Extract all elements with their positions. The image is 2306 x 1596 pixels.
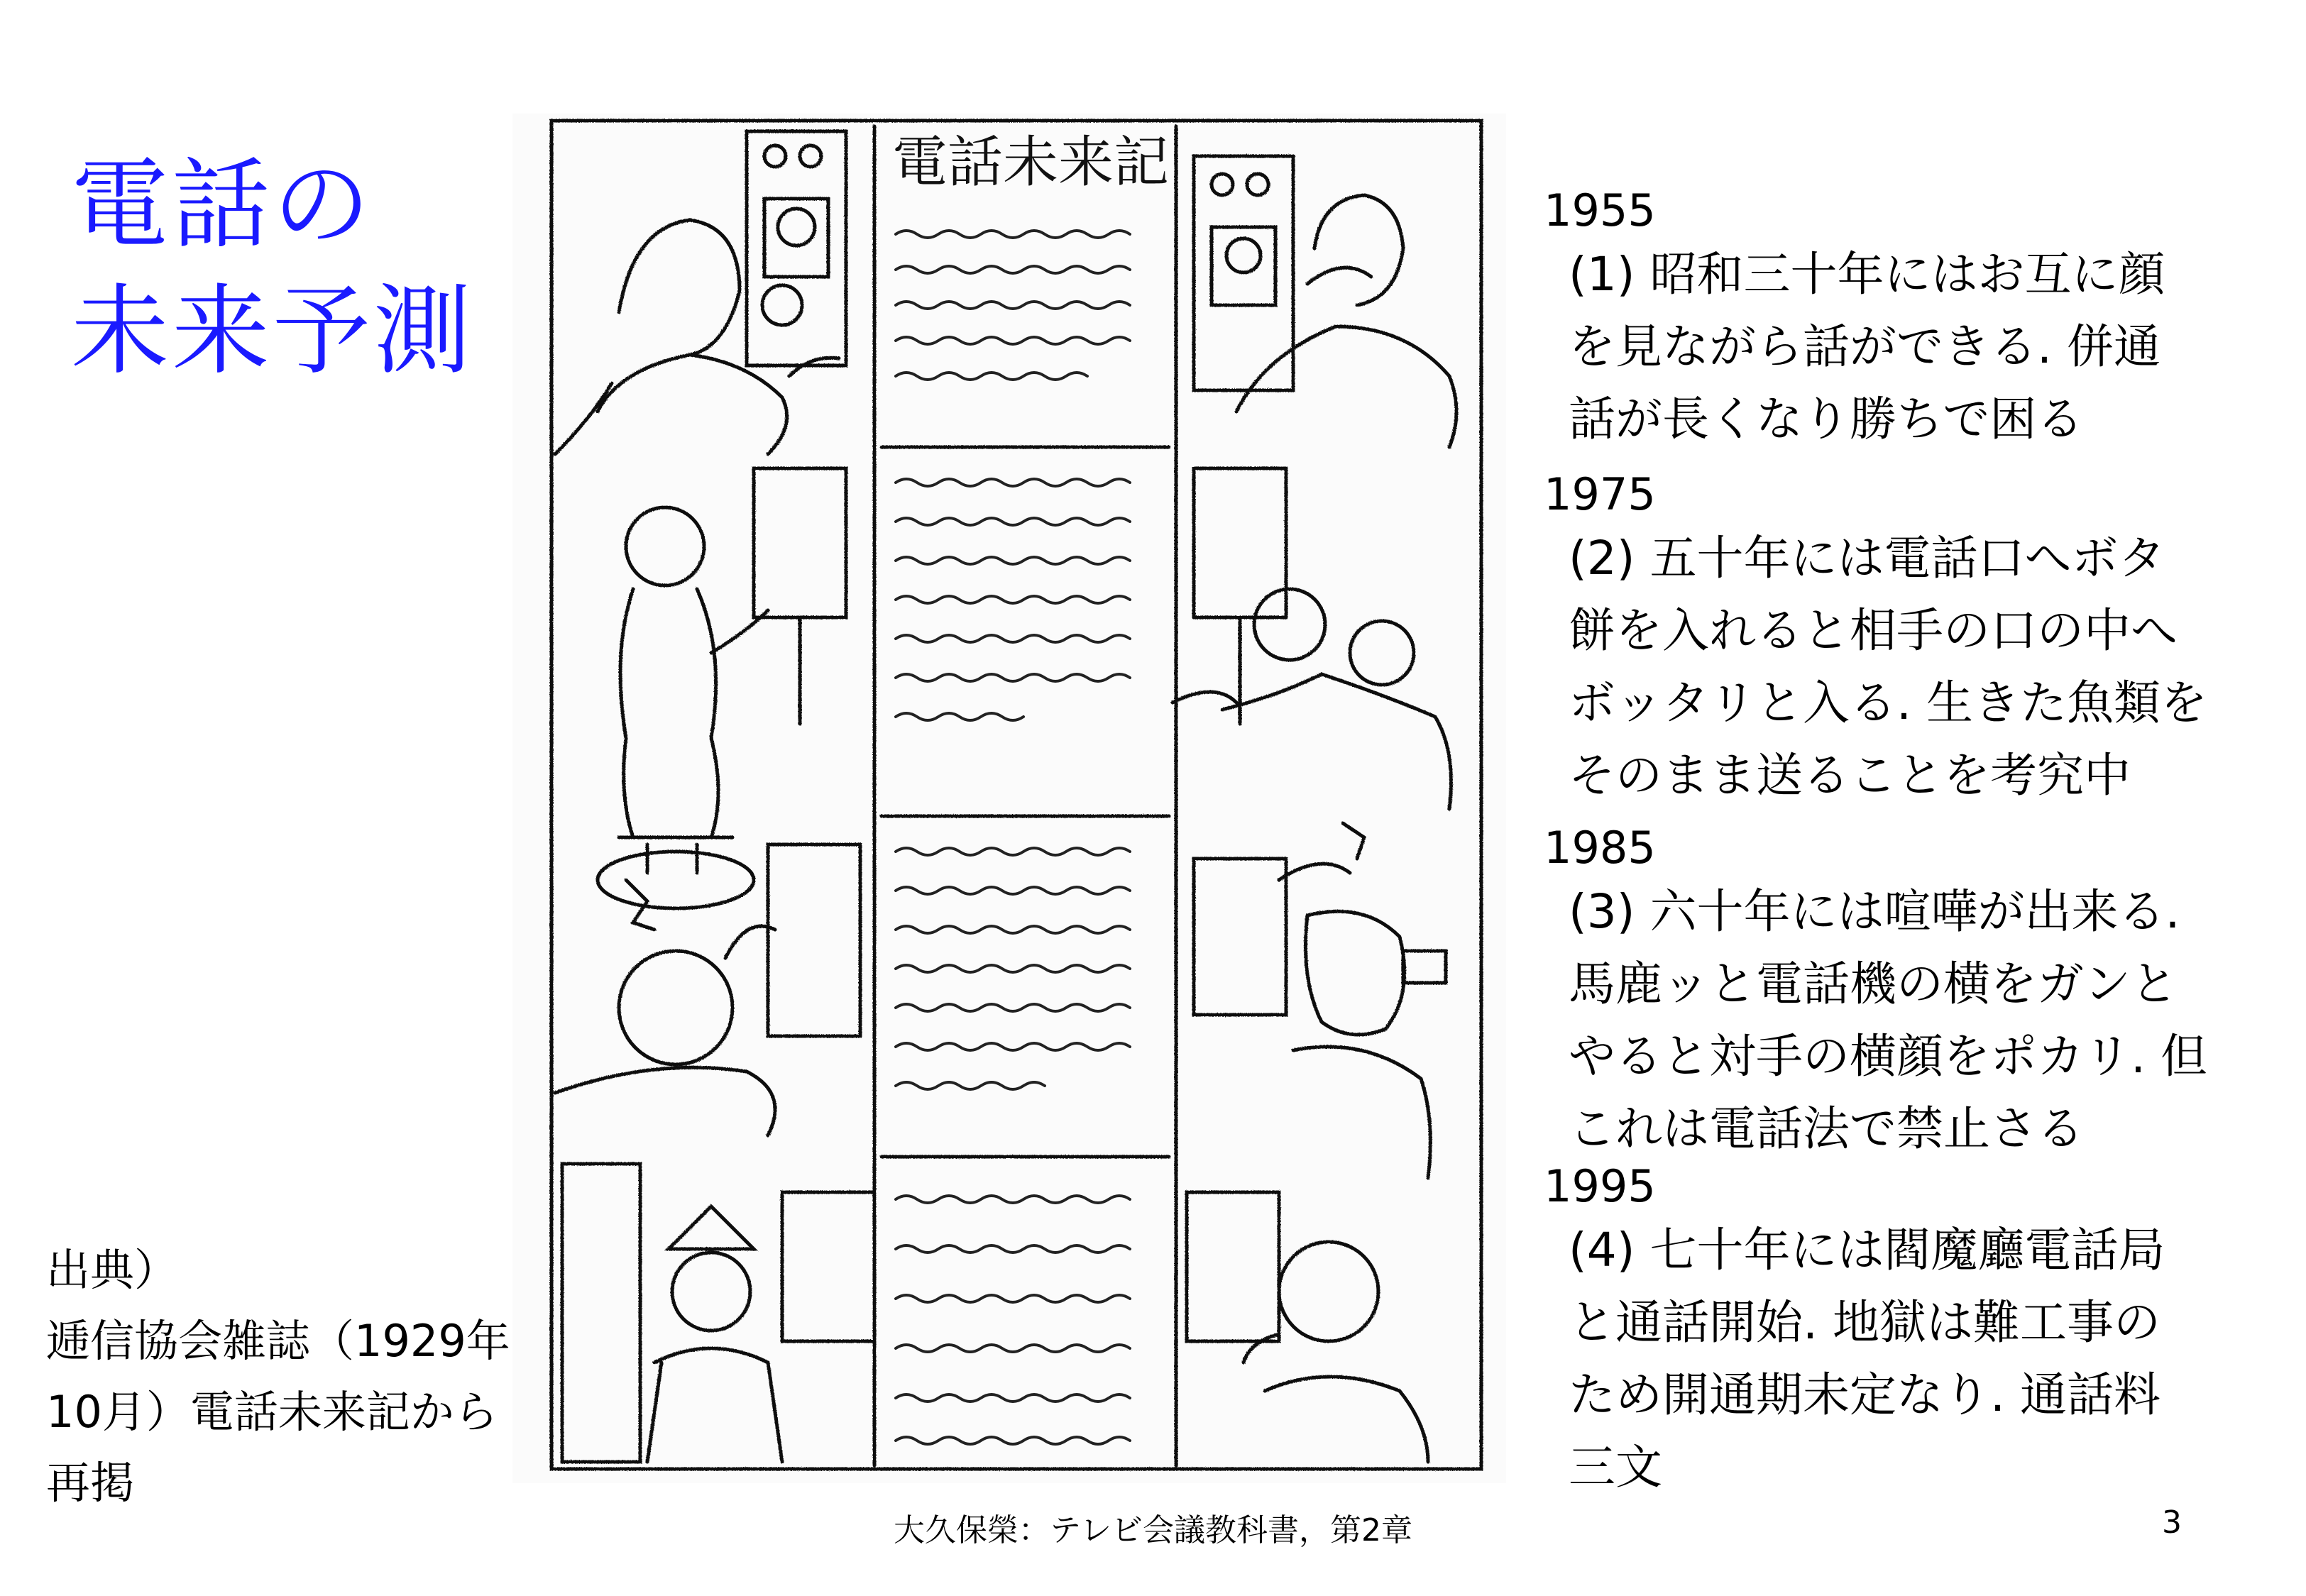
prediction-text: [1569, 522, 2296, 812]
prediction-line: これは電話法で禁止さる: [1569, 1101, 2084, 1156]
prediction-text: [1569, 1214, 2296, 1504]
slide-title: [71, 142, 474, 395]
prediction-line: を見ながら話ができる. 併通: [1569, 319, 2160, 374]
prediction-line: 話が長くなり勝ちで困る: [1569, 392, 2084, 446]
prediction-line: (1) 昭和三十年にはお互に顔: [1569, 247, 2165, 302]
prediction-line: 馬鹿ッと電話機の横をガンと: [1569, 957, 2178, 1011]
prediction-line: (4) 七十年には閻魔廳電話局: [1569, 1223, 2165, 1277]
source-citation: [46, 1235, 510, 1519]
cartoon-heading: 電話未来記: [892, 131, 1170, 194]
page-number: 3: [2162, 1504, 2182, 1541]
source-line-4: 再掲: [46, 1457, 135, 1509]
prediction-year: 1995: [1544, 1160, 1656, 1212]
source-line-2: 逓信協会雑誌（1929年: [46, 1315, 510, 1367]
prediction-line: (3) 六十年には喧嘩が出来る.: [1569, 884, 2180, 939]
prediction-1955: [1544, 186, 2296, 456]
cartoon-image: [512, 114, 1506, 1483]
prediction-1985: [1544, 823, 2296, 1165]
prediction-text: [1569, 876, 2296, 1165]
prediction-line: ボッタリと入る. 生きた魚類を: [1569, 676, 2207, 730]
prediction-1995: [1544, 1162, 2296, 1504]
prediction-line: そのまま送ることを考究中: [1569, 748, 2131, 803]
prediction-line: と通話開始. 地獄は難工事の: [1569, 1295, 2160, 1350]
prediction-year: 1975: [1544, 468, 1656, 520]
prediction-line: やると対手の横顔をポカリ. 但: [1569, 1029, 2207, 1084]
prediction-year: 1985: [1544, 822, 1656, 874]
source-line-3: 10月）電話未来記から: [46, 1386, 498, 1438]
prediction-line: 三文: [1569, 1440, 1662, 1495]
prediction-year: 1955: [1544, 185, 1656, 236]
prediction-line: ため開通期未定なり. 通話料: [1569, 1367, 2160, 1422]
prediction-line: (2) 五十年には電話口へボタ: [1569, 531, 2165, 585]
prediction-text: [1569, 238, 2296, 456]
source-line-1: 出典）: [46, 1244, 179, 1296]
prediction-line: 餅を入れると相手の口の中へ: [1569, 603, 2178, 658]
slide-title-line-2: 未来予測: [71, 274, 475, 388]
prediction-1975: [1544, 470, 2296, 812]
slide-title-line-1: 電話の: [71, 148, 374, 262]
slide-footer: 大久保榮：テレビ会議教科書，第2章: [893, 1512, 1413, 1548]
